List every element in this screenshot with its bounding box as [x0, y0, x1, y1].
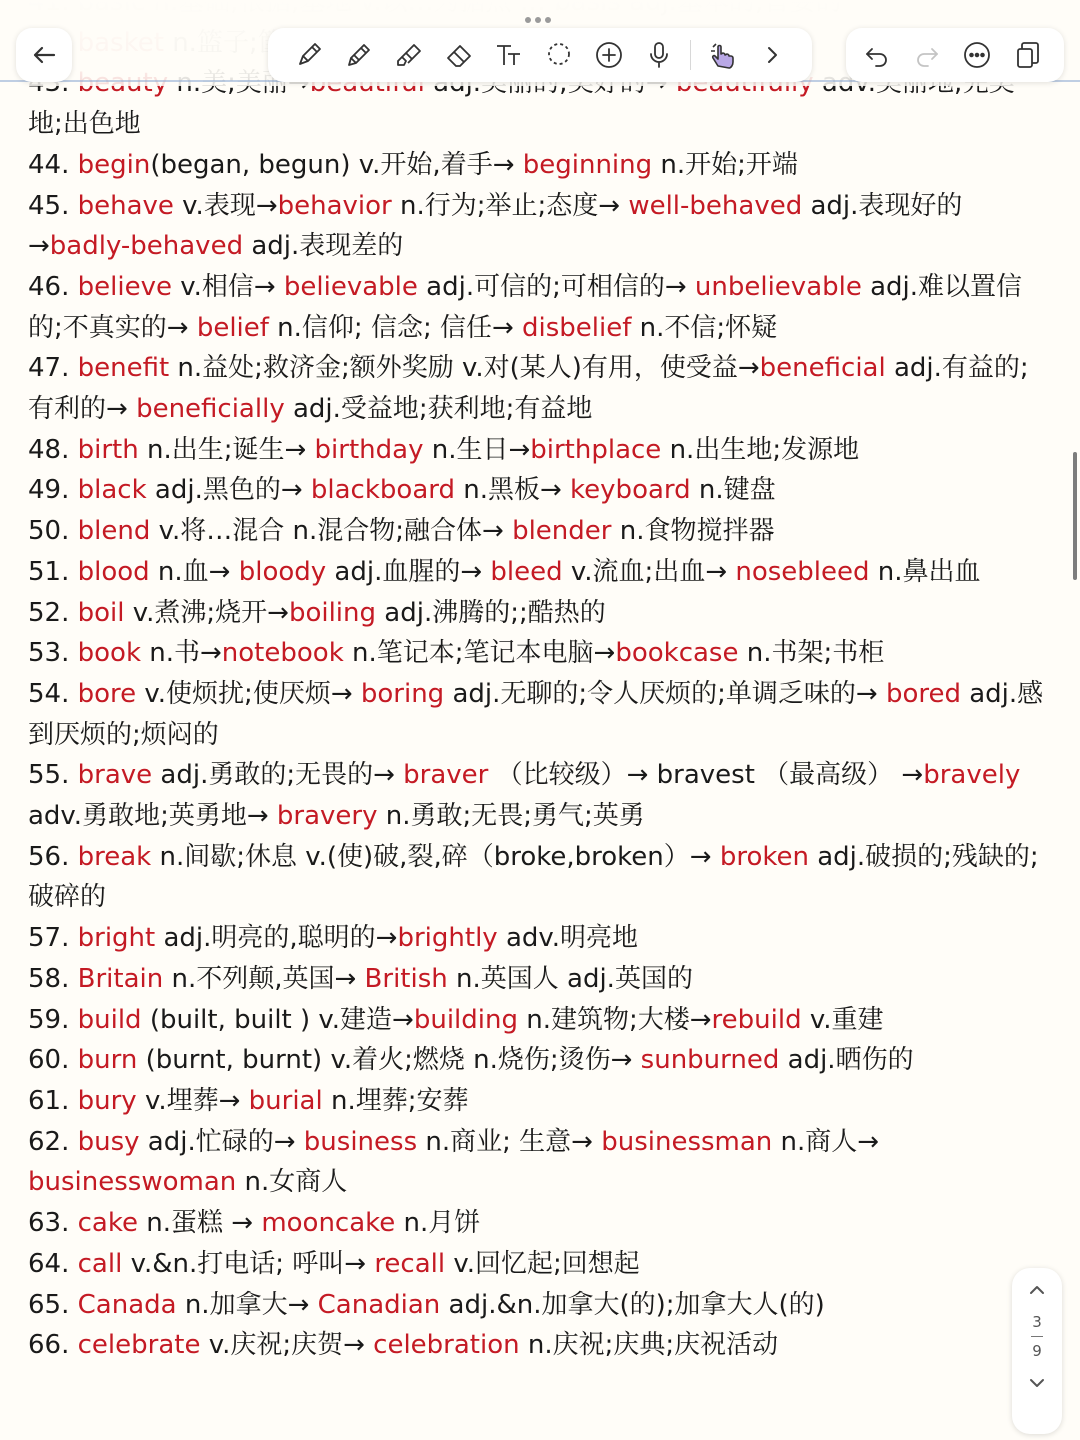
headword: businessman [601, 1126, 773, 1157]
definition-text: 62. [28, 1126, 78, 1157]
headword: begin [77, 149, 151, 180]
definition-text: adj.晒伤的 [779, 1045, 914, 1076]
headword: call [77, 1248, 123, 1279]
headword: birthplace [530, 434, 662, 465]
definition-text: adv.明亮地 [497, 923, 639, 954]
microphone-icon[interactable] [634, 30, 684, 80]
definition-text: 46. [28, 271, 78, 302]
toolbar-separator [690, 40, 691, 70]
vocab-entry [28, 186, 1048, 267]
headword: broken [719, 841, 809, 872]
headword: keyboard [570, 475, 691, 506]
headword: believable [283, 271, 418, 302]
pen-icon[interactable] [284, 30, 334, 80]
headword: recall [374, 1248, 446, 1279]
highlighter-icon[interactable] [384, 30, 434, 80]
headword: burn [77, 1045, 138, 1076]
definition-text: 56. [28, 841, 78, 872]
definition-text: n.英国人 adj.英国的 [447, 963, 693, 994]
vocab-entry [28, 959, 1048, 1000]
definition-text: adj.破损的;残缺的;破碎的 [28, 841, 1039, 913]
scrollbar[interactable] [1073, 452, 1077, 580]
definition-text: n.黑板→ [454, 475, 571, 506]
actions-pill [846, 28, 1064, 82]
headword: Canadian [317, 1289, 441, 1320]
definition-text: 51. [28, 556, 78, 587]
definition-text: n.女商人 [236, 1167, 348, 1198]
headword: bored [885, 678, 961, 709]
definition-text: 66. [28, 1330, 78, 1361]
definition-text: adj.沸腾的;;酷热的 [376, 597, 606, 628]
definition-text: 63. [28, 1208, 78, 1239]
definition-text: 地;出色地 [28, 109, 141, 140]
headword: bleed [490, 556, 563, 587]
add-icon[interactable] [584, 30, 634, 80]
vocab-entry [28, 145, 1048, 186]
headword: boring [360, 678, 445, 709]
definition-text: n.鼻出血 [869, 556, 981, 587]
tools-pill [268, 28, 812, 82]
vocab-entry [28, 1285, 1048, 1326]
headword: well-behaved [628, 190, 803, 221]
definition-text: n.笔记本;笔记本电脑→ [343, 638, 616, 669]
definition-text: n.埋葬;安葬 [322, 1085, 469, 1116]
headword: British [364, 963, 448, 994]
definition-text: n.加拿大→ [176, 1289, 318, 1320]
definition-text: 55. [28, 760, 78, 791]
redo-icon[interactable] [902, 30, 952, 80]
headword: birth [77, 434, 139, 465]
headword: behave [77, 190, 174, 221]
headword: beneficially [136, 394, 285, 425]
definition-text: adj.难以置信的;不真实的→ [28, 271, 1023, 343]
vocab-entry [28, 1244, 1048, 1285]
definition-text: 44. [28, 149, 78, 180]
headword: bloody [238, 556, 327, 587]
definition-text: (began, begun) v.开始,着手→ [150, 149, 523, 180]
definition-text: n.蛋糕 → [137, 1208, 262, 1239]
back-arrow-icon[interactable] [19, 30, 69, 80]
definition-text: n.商人→ [772, 1126, 880, 1157]
headword: beneficial [759, 353, 886, 384]
headword: blend [77, 516, 151, 547]
definition-text: n.书→ [141, 638, 222, 669]
headword: business [303, 1126, 418, 1157]
definition-text: adj.&n.加拿大(的);加拿大人(的) [440, 1289, 825, 1320]
headword: book [77, 638, 141, 669]
chevron-right-icon[interactable] [747, 30, 797, 80]
definition-text: 61. [28, 1085, 78, 1116]
vocab-entry [28, 552, 1048, 593]
definition-text: 47. [28, 353, 78, 384]
definition-text: adj.血腥的→ [326, 556, 491, 587]
definition-text: n.建筑物;大楼→ [517, 1004, 712, 1035]
definition-text: n.出生;诞生→ [138, 434, 315, 465]
headword: badly-behaved [49, 231, 244, 262]
headword: black [77, 475, 147, 506]
headword: Canada [77, 1289, 177, 1320]
definition-text: 54. [28, 678, 78, 709]
definition-text: 52. [28, 597, 78, 628]
headword: cake [77, 1208, 138, 1239]
eraser-icon[interactable] [434, 30, 484, 80]
vocab-entry [28, 1081, 1048, 1122]
headword: behavior [277, 190, 392, 221]
headword: bury [77, 1085, 137, 1116]
definition-text: (burnt, burnt) v.着火;燃烧 n.烧伤;烫伤→ [137, 1045, 641, 1076]
page-up-icon[interactable] [1012, 1268, 1062, 1312]
definition-text: adj.感到厌烦的;烦闷的 [28, 678, 1044, 750]
definition-text: n.书架;书柜 [738, 638, 885, 669]
vocab-entry [28, 633, 1048, 674]
definition-text: 49. [28, 475, 78, 506]
pencil-icon[interactable] [334, 30, 384, 80]
definition-text: 53. [28, 638, 78, 669]
back-pill [16, 28, 72, 82]
definition-text: v.表现→ [173, 190, 278, 221]
headword: brave [77, 760, 153, 791]
headword: unbelievable [694, 271, 862, 302]
touch-gesture-icon[interactable] [697, 30, 747, 80]
definition-text: v.将…混合 n.混合物;融合体→ [150, 516, 513, 547]
undo-icon[interactable] [852, 30, 902, 80]
headword: build [77, 1004, 142, 1035]
vocab-entry [28, 593, 1048, 634]
headword: notebook [221, 638, 344, 669]
headword: busy [77, 1126, 140, 1157]
definition-text: adv.勇敢地;英勇地→ [28, 801, 277, 832]
definition-text: adj.黑色的→ [146, 475, 311, 506]
definition-text: v.埋葬→ [136, 1085, 249, 1116]
vocab-entry [28, 1122, 1048, 1203]
definition-text: adj.可信的;可相信的→ [417, 271, 695, 302]
definition-text: v.&n.打电话; 呼叫→ [122, 1248, 375, 1279]
definition-text: adj.勇敢的;无畏的→ [152, 760, 404, 791]
headword: building [413, 1004, 518, 1035]
headword: bravely [923, 760, 1021, 791]
definition-text: v.使烦扰;使厌烦→ [136, 678, 361, 709]
definition-text: n.开始;开端 [652, 149, 798, 180]
definition-text: n.行为;举止;态度→ [391, 190, 629, 221]
definition-text: 59. [28, 1004, 78, 1035]
headword: boil [77, 597, 125, 628]
vocab-entry [28, 918, 1048, 959]
vocab-entry [28, 755, 1048, 836]
definition-text: n.食物搅拌器 [611, 516, 775, 547]
headword: celebrate [77, 1330, 201, 1361]
headword: beginning [522, 149, 653, 180]
vocab-entry [28, 674, 1048, 755]
definition-text: adj.表现好的 → [28, 190, 963, 262]
more-icon[interactable] [952, 30, 1002, 80]
definition-text: 65. [28, 1289, 78, 1320]
definition-text: adj.忙碌的→ [139, 1126, 304, 1157]
definition-text: 60. [28, 1045, 78, 1076]
vocab-entry [28, 430, 1048, 471]
definition-text: n.益处;救济金;额外奖励 v.对(某人)有用，使受益→ [169, 353, 760, 384]
lasso-icon[interactable] [534, 30, 584, 80]
definition-text: 48. [28, 434, 78, 465]
headword: businesswoman [28, 1167, 237, 1198]
vocab-entry [28, 1325, 1048, 1366]
definition-text: adj.有益的;有利的→ [28, 353, 1029, 425]
definition-text: （比较级）→ bravest （最高级） → [488, 760, 924, 791]
definition-text: v.流血;出血→ [562, 556, 736, 587]
vocabulary-list [28, 0, 1048, 1366]
headword: nosebleed [735, 556, 870, 587]
definition-text: n.出生地;发源地 [661, 434, 860, 465]
headword: blackboard [310, 475, 455, 506]
definition-text: n.血→ [149, 556, 239, 587]
definition-text: adj.表现差的 [243, 231, 404, 262]
vocab-entry [28, 1203, 1048, 1244]
definition-text: v.相信→ [171, 271, 284, 302]
definition-text: adj.无聊的;令人厌烦的;单调乏味的→ [444, 678, 886, 709]
headword: bravery [276, 801, 378, 832]
headword: boiling [288, 597, 377, 628]
vocab-entry [28, 1000, 1048, 1041]
page-navigator [1012, 1268, 1062, 1434]
headword: bookcase [615, 638, 739, 669]
definition-text: v.回忆起;回想起 [445, 1248, 640, 1279]
headword: break [77, 841, 152, 872]
headword: birthday [314, 434, 424, 465]
vocab-entry [28, 837, 1048, 918]
definition-text: v.重建 [801, 1004, 884, 1035]
text-icon[interactable] [484, 30, 534, 80]
definition-text: v.煮沸;烧开→ [124, 597, 289, 628]
definition-text: 50. [28, 516, 78, 547]
vocab-entry [28, 511, 1048, 552]
definition-text: n.键盘 [690, 475, 776, 506]
definition-text: n.生日→ [423, 434, 531, 465]
headword: blender [512, 516, 612, 547]
total-pages: 9 [1032, 1342, 1042, 1360]
headword: celebration [373, 1330, 520, 1361]
definition-text: n.不信;怀疑 [631, 312, 778, 343]
definition-text: n.不列颠,英国→ [163, 963, 365, 994]
definition-text: 64. [28, 1248, 78, 1279]
vocab-entry [28, 470, 1048, 511]
headword: brightly [397, 923, 498, 954]
headword: burial [248, 1085, 323, 1116]
definition-text: 57. [28, 923, 78, 954]
definition-text: 45. [28, 190, 78, 221]
definition-text: n.庆祝;庆典;庆祝活动 [519, 1330, 779, 1361]
headword: rebuild [711, 1004, 802, 1035]
headword: benefit [77, 353, 170, 384]
definition-text: adj.受益地;获利地;有益地 [284, 394, 593, 425]
page-down-icon[interactable] [1012, 1361, 1062, 1405]
definition-text: n.商业; 生意→ [417, 1126, 602, 1157]
vocab-entry [28, 267, 1048, 348]
headword: bright [77, 923, 156, 954]
definition-text: n.勇敢;无畏;勇气;英勇 [377, 801, 645, 832]
definition-text: n.信仰; 信念; 信任→ [268, 312, 523, 343]
vocab-entry [28, 348, 1048, 429]
pages-icon[interactable] [1002, 30, 1052, 80]
page-divider [1031, 1336, 1043, 1337]
definition-text: adj.明亮的,聪明的→ [155, 923, 398, 954]
headword: blood [77, 556, 150, 587]
definition-text: n.月饼 [395, 1208, 481, 1239]
vocab-entry [28, 1040, 1048, 1081]
drag-handle[interactable] [525, 8, 555, 16]
headword: belief [196, 312, 269, 343]
current-page: 3 [1032, 1313, 1042, 1331]
headword: disbelief [522, 312, 632, 343]
headword: bore [77, 678, 137, 709]
definition-text: v.庆祝;庆贺→ [200, 1330, 374, 1361]
headword: Britain [77, 963, 164, 994]
entry-container [28, 23, 1048, 1366]
headword: braver [403, 760, 489, 791]
headword: mooncake [261, 1208, 396, 1239]
headword: sunburned [640, 1045, 780, 1076]
headword: believe [77, 271, 172, 302]
definition-text: n.间歇;休息 v.(使)破,裂,碎（broke,broken）→ [151, 841, 720, 872]
definition-text: (built, built ) v.建造→ [141, 1004, 414, 1035]
definition-text: 58. [28, 963, 78, 994]
